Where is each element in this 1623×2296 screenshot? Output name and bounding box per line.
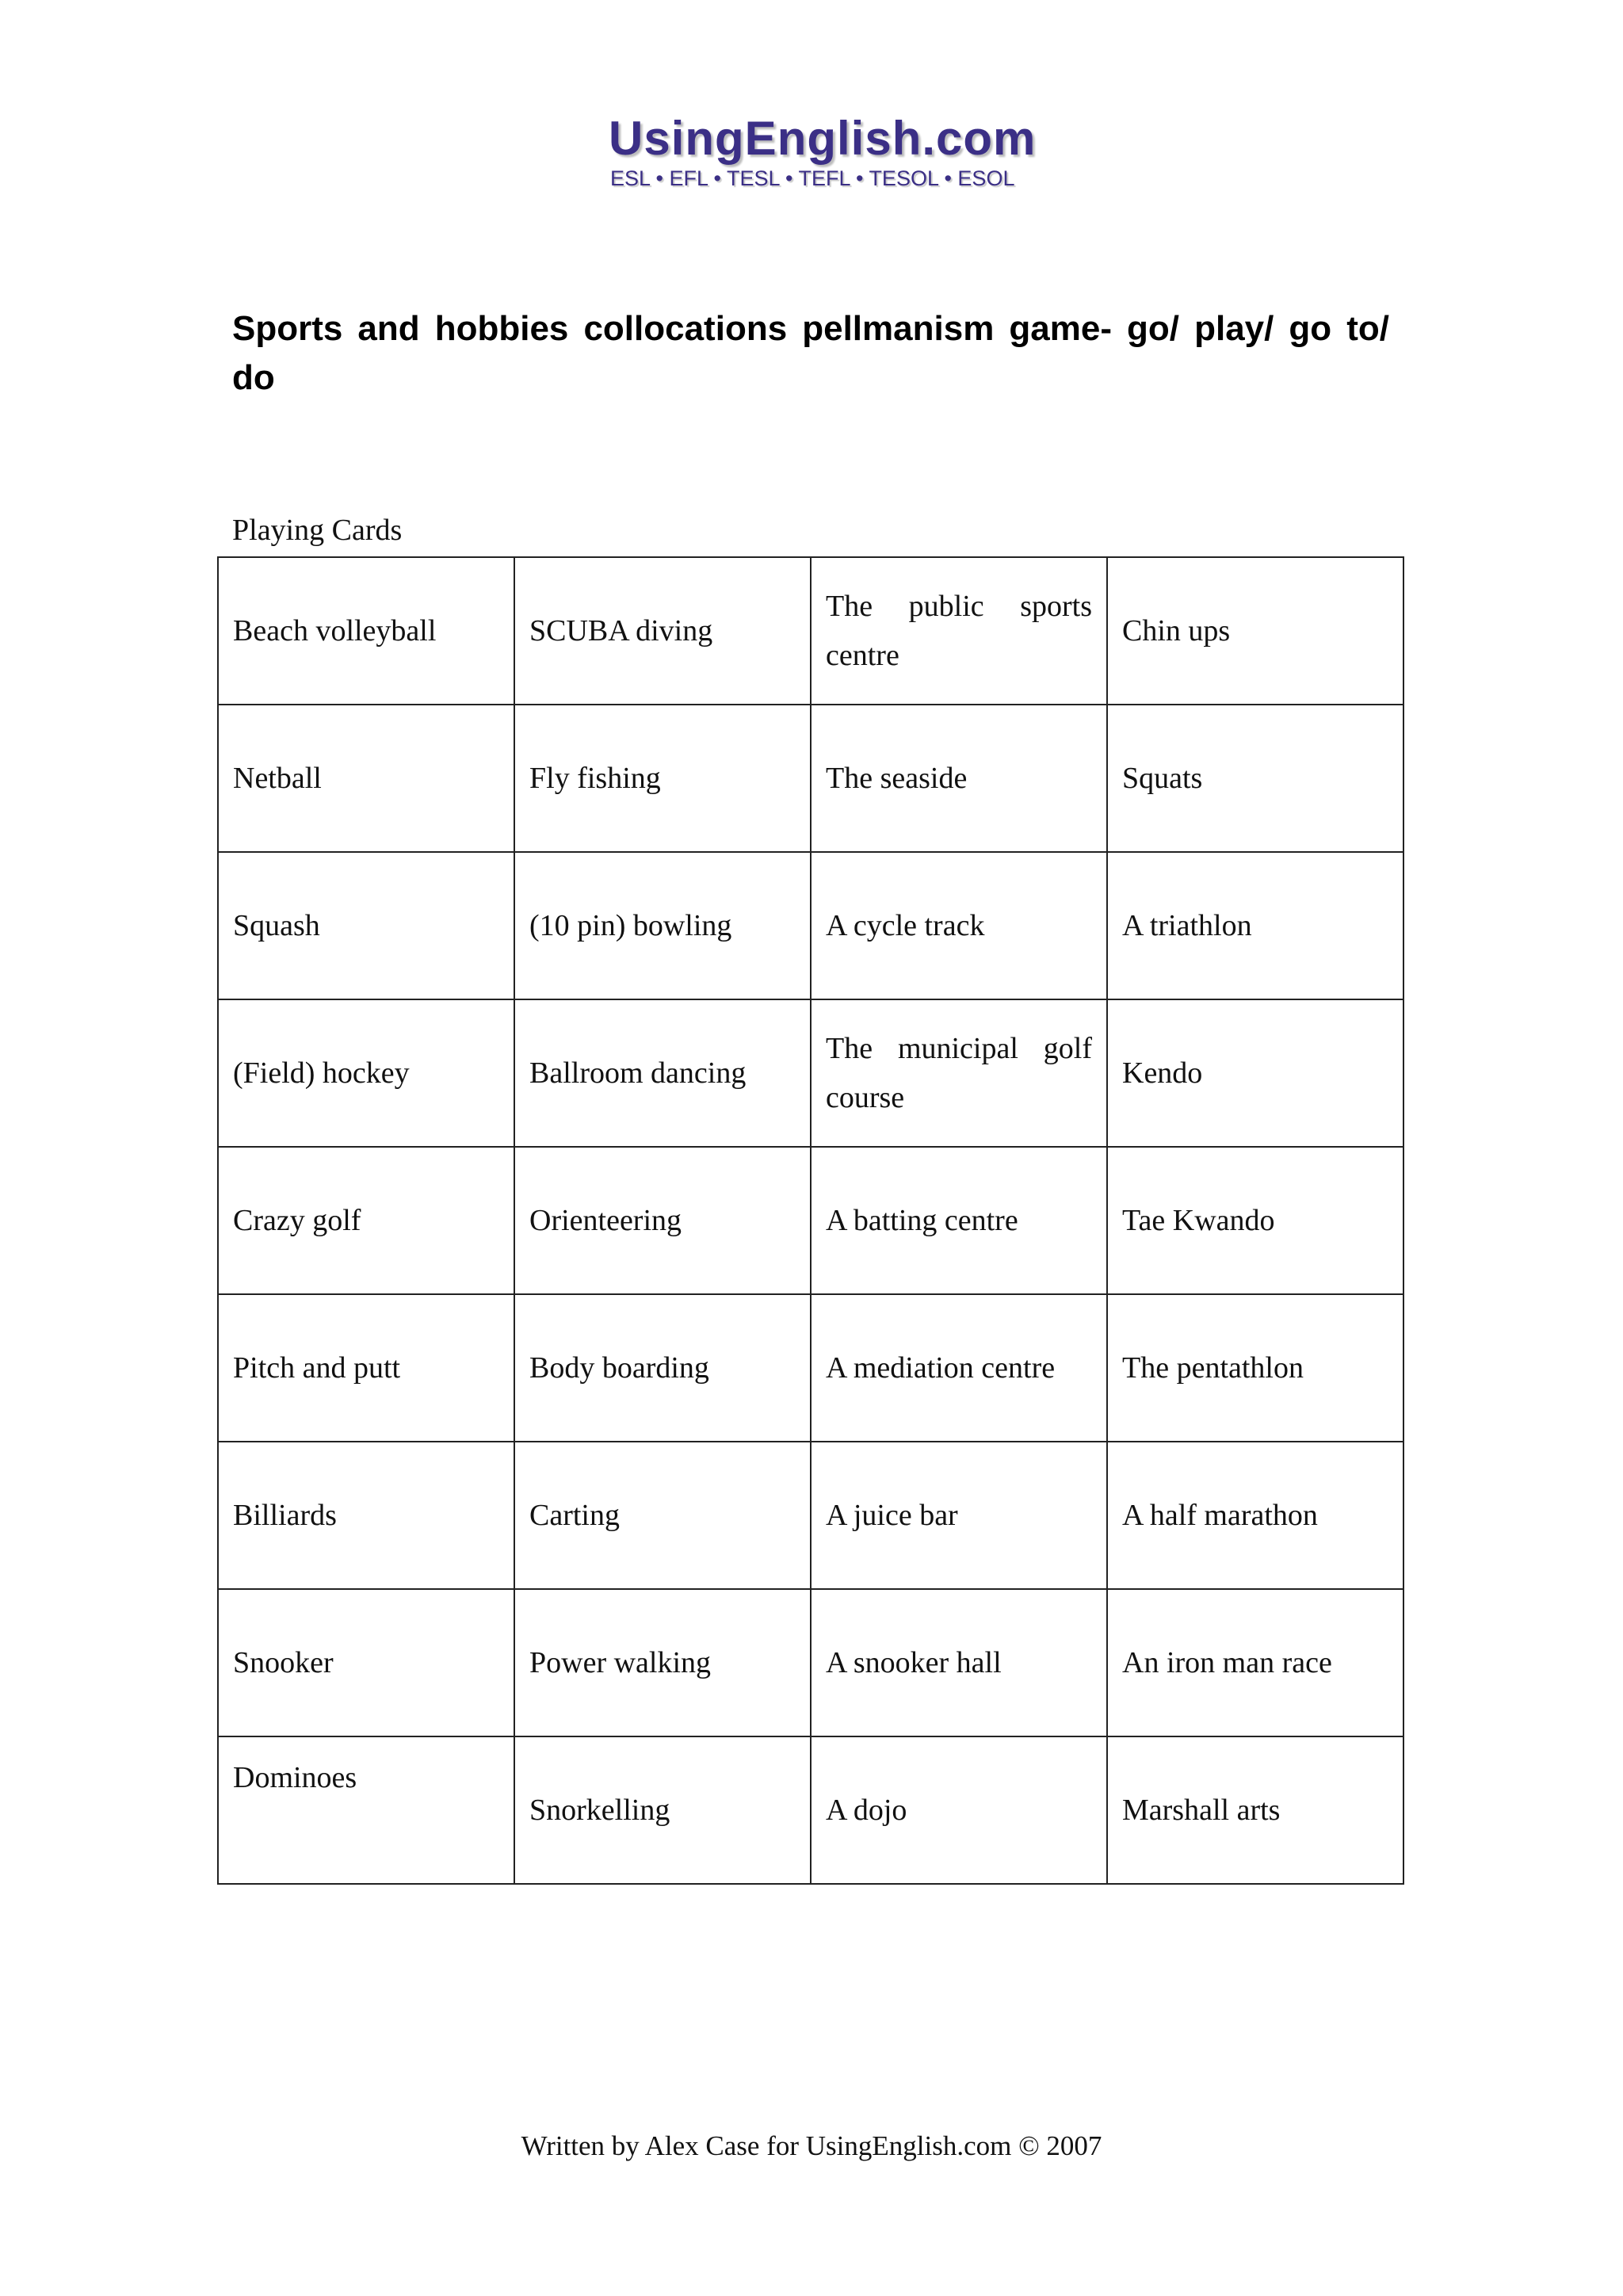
section-label: Playing Cards — [232, 514, 403, 547]
table-row — [218, 557, 1403, 705]
table-row — [218, 1589, 1403, 1736]
card-cell: A half marathon — [1107, 1442, 1403, 1589]
table-row — [218, 999, 1403, 1147]
card-cell: The pentathlon — [1107, 1294, 1403, 1442]
card-cell: An iron man race — [1107, 1589, 1403, 1736]
card-cell: Carting — [514, 1442, 811, 1589]
card-cell: Chin ups — [1107, 557, 1403, 705]
card-cell: The municipal golf course — [811, 999, 1107, 1147]
card-cell: Billiards — [218, 1442, 514, 1589]
card-cell: Beach volleyball — [218, 557, 514, 705]
card-cell: A triathlon — [1107, 852, 1403, 999]
logo-tagline: ESL • EFL • TESL • TEFL • TESOL • ESOL — [610, 166, 1015, 190]
page-title: Sports and hobbies collocations pellmanism game- go/ play/ go to/ do — [232, 309, 1389, 397]
card-cell: The public sports centre — [811, 557, 1107, 705]
card-cell: Snorkelling — [514, 1736, 811, 1884]
card-cell: Dominoes — [218, 1736, 514, 1884]
table-row — [218, 1736, 1403, 1884]
site-logo — [609, 111, 1037, 198]
table-row — [218, 852, 1403, 999]
card-cell: Power walking — [514, 1589, 811, 1736]
card-cell: A batting centre — [811, 1147, 1107, 1294]
table-row — [218, 1294, 1403, 1442]
card-cell: Netball — [218, 705, 514, 852]
card-cell: The seaside — [811, 705, 1107, 852]
card-cell: Snooker — [218, 1589, 514, 1736]
card-cell: A juice bar — [811, 1442, 1107, 1589]
card-cell: Tae Kwando — [1107, 1147, 1403, 1294]
card-cell: A dojo — [811, 1736, 1107, 1884]
table-row — [218, 1442, 1403, 1589]
playing-cards-table — [217, 556, 1404, 1885]
card-cell: Fly fishing — [514, 705, 811, 852]
card-cell: Ballroom dancing — [514, 999, 811, 1147]
card-cell: Squash — [218, 852, 514, 999]
table-row — [218, 705, 1403, 852]
card-cell: A cycle track — [811, 852, 1107, 999]
logo-title: UsingEnglish.com — [609, 112, 1037, 165]
card-cell: Orienteering — [514, 1147, 811, 1294]
card-cell: Body boarding — [514, 1294, 811, 1442]
card-cell: (Field) hockey — [218, 999, 514, 1147]
card-cell: A mediation centre — [811, 1294, 1107, 1442]
footer-credit: Written by Alex Case for UsingEnglish.com © 2007 — [521, 2130, 1102, 2161]
card-cell: Pitch and putt — [218, 1294, 514, 1442]
card-cell: A snooker hall — [811, 1589, 1107, 1736]
card-cell: SCUBA diving — [514, 557, 811, 705]
card-cell: Squats — [1107, 705, 1403, 852]
card-cell: Crazy golf — [218, 1147, 514, 1294]
card-cell: Kendo — [1107, 999, 1403, 1147]
table-row — [218, 1147, 1403, 1294]
card-cell: (10 pin) bowling — [514, 852, 811, 999]
card-cell: Marshall arts — [1107, 1736, 1403, 1884]
